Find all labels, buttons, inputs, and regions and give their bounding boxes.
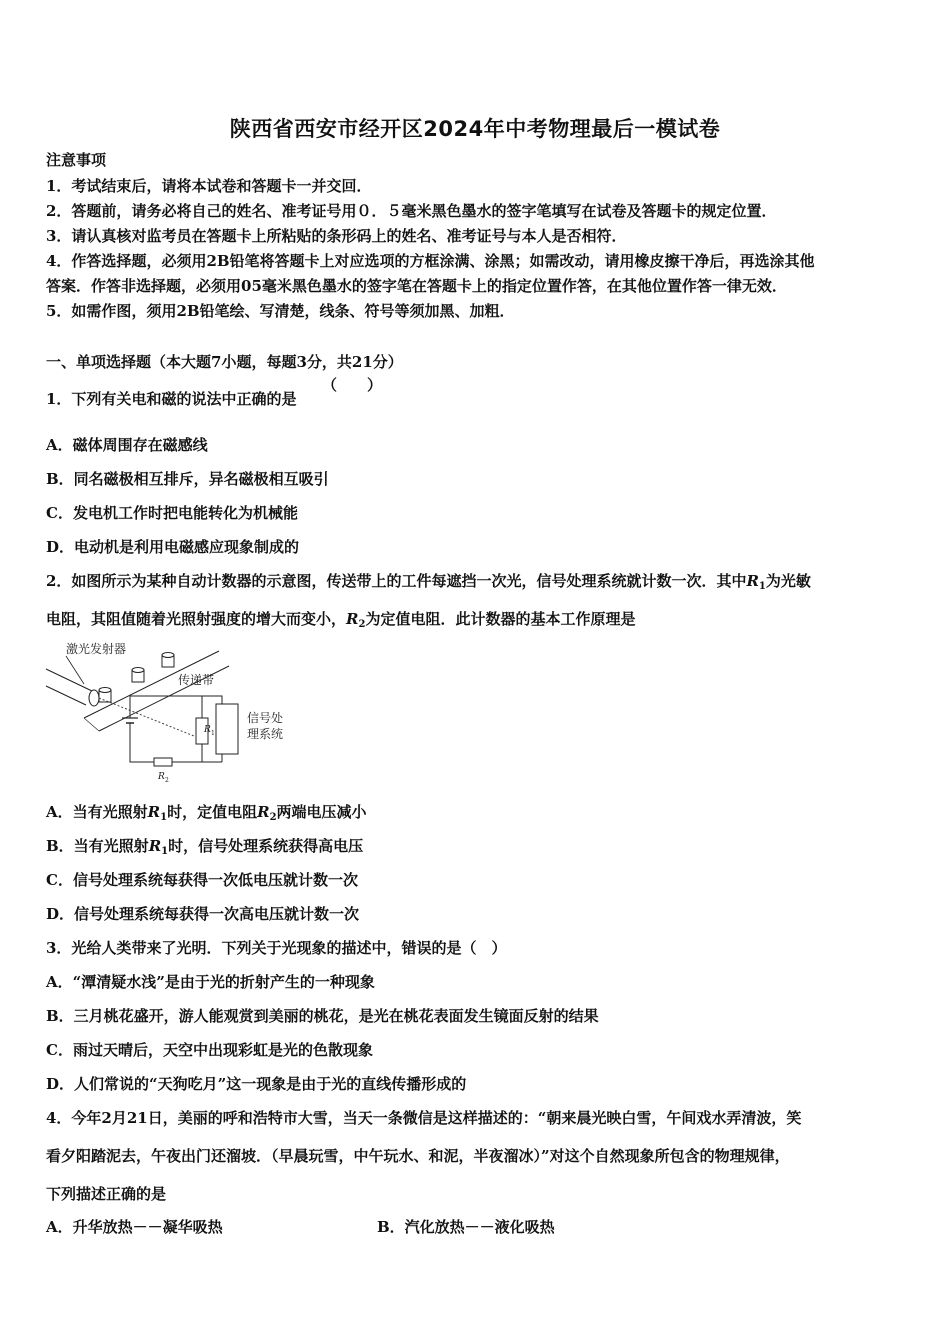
question-1-option-b: B．同名磁极相互排斥，异名磁极相互吸引 <box>46 470 329 488</box>
question-4-stem-line-1: 4．今年2月21日，美丽的呼和浩特市大雪，当天一条微信是这样描述的：“朝来晨光映白雪，午间戏水弄清波，笑 <box>46 1109 802 1127</box>
question-2-stem-line-1 <box>46 571 811 597</box>
question-4-option-a: A．升华放热－－凝华吸热 <box>46 1218 223 1236</box>
question-2-option-b <box>46 836 363 862</box>
notice-item: 1．考试结束后，请将本试卷和答题卡一并交回． <box>46 177 372 195</box>
question-3-option-a: A．“潭清疑水浅”是由于光的折射产生的一种现象 <box>46 973 375 991</box>
notice-heading: 注意事项 <box>46 151 107 169</box>
r2-subscript: 2 <box>165 777 169 784</box>
workpiece <box>99 688 111 703</box>
question-1-option-c: C．发电机工作时把电能转化为机械能 <box>46 504 298 522</box>
notice-item: 4．作答选择题，必须用2B铅笔将答题卡上对应选项的方框涂满、涂黑；如需改动，请用橡皮擦干净后，再选涂其他 <box>46 252 815 270</box>
r-symbol: R <box>346 610 359 628</box>
q2-text: 2．如图所示为某种自动计数器的示意图，传送带上的工件每遮挡一次光，信号处理系统就计数一次．其中 <box>46 572 747 590</box>
r-subscript: 1 <box>160 812 168 823</box>
workpiece <box>162 653 174 668</box>
system-label-line-2: 理系统 <box>247 727 284 741</box>
r-subscript: 2 <box>269 812 277 823</box>
r-symbol: R <box>746 572 759 590</box>
q2-option-text: 时，信号处理系统获得高电压 <box>168 837 364 855</box>
section-heading: 一、单项选择题（本大题7小题，每题3分，共21分） <box>46 353 403 371</box>
battery <box>122 718 138 731</box>
question-3-option-c: C．雨过天晴后，天空中出现彩虹是光的色散现象 <box>46 1041 373 1059</box>
page-title: 陕西省西安市经开区2024年中考物理最后一模试卷 <box>229 117 721 141</box>
question-4-option-b: B．汽化放热－－液化吸热 <box>377 1218 555 1236</box>
r2-label: R <box>158 772 165 782</box>
notice-item: 3．请认真核对监考员在答题卡上所粘贴的条形码上的姓名、准考证号与本人是否相符． <box>46 227 627 245</box>
r-subscript: 1 <box>758 581 766 592</box>
r-subscript: 2 <box>358 619 366 630</box>
question-1-option-a: A．磁体周围存在磁感线 <box>46 436 208 454</box>
r-symbol: R <box>148 837 162 855</box>
r2-resistor <box>154 758 172 766</box>
workpiece <box>132 668 144 683</box>
answer-paren: （ ） <box>322 376 383 394</box>
notice-item: 5．如需作图，须用2B铅笔绘、写清楚，线条、符号等须加黑、加粗． <box>46 302 515 320</box>
question-1-stem: 1．下列有关电和磁的说法中正确的是 <box>46 390 297 408</box>
q2-option-text: 两端电压减小 <box>276 803 367 821</box>
belt-label: 传递带 <box>178 673 215 687</box>
question-4-stem-line-2: 看夕阳踏泥去，午夜出门还溜坡．（早晨玩雪，中午玩水、和泥，半夜溜冰）”对这个自然现象所包含的物理规律， <box>46 1147 790 1165</box>
question-3-option-b: B．三月桃花盛开，游人能观赏到美丽的桃花，是光在桃花表面发生镜面反射的结果 <box>46 1007 599 1025</box>
r-symbol: R <box>257 803 270 821</box>
question-4-stem-line-3: 下列描述正确的是 <box>46 1185 167 1203</box>
counter-circuit-diagram <box>44 636 304 786</box>
q2-text: 电阻，其阻值随着光照射强度的增大而变小， <box>46 610 347 628</box>
q2-text: 为光敏 <box>765 572 811 590</box>
question-3-option-d: D．人们常说的“天狗吃月”这一现象是由于光的直线传播形成的 <box>46 1075 467 1093</box>
r1-subscript: 1 <box>211 730 215 737</box>
laser-emitter <box>46 656 99 706</box>
q2-text: 为定值电阻．此计数器的基本工作原理是 <box>365 610 636 628</box>
r-symbol: R <box>147 803 161 821</box>
laser-label: 激光发射器 <box>66 642 127 656</box>
notice-item: 答案．作答非选择题，必须用05毫米黑色墨水的签字笔在答题卡上的指定位置作答，在其他位置作答一律无效． <box>46 277 787 295</box>
question-1-option-d: D．电动机是利用电磁感应现象制成的 <box>46 538 300 556</box>
r-subscript: 1 <box>161 846 169 857</box>
question-3-stem: 3．光给人类带来了光明．下列关于光现象的描述中，错误的是（ ） <box>46 939 507 957</box>
question-2-option-d: D．信号处理系统每获得一次高电压就计数一次 <box>46 905 360 923</box>
q2-option-text: 时，定值电阻 <box>167 803 258 821</box>
q2-option-text: B．当有光照射 <box>46 837 149 855</box>
r1-label: R <box>204 725 211 735</box>
question-2-stem-line-2 <box>46 609 635 635</box>
signal-system-box <box>216 704 238 754</box>
question-2-option-c: C．信号处理系统每获得一次低电压就计数一次 <box>46 871 358 889</box>
notice-item: 2．答题前，请务必将自己的姓名、准考证号用０．５毫米黑色墨水的签字笔填写在试卷及答题卡的规定位置． <box>46 202 777 220</box>
system-label-line-1: 信号处 <box>247 711 284 725</box>
question-2-option-a <box>46 802 367 828</box>
q2-option-text: A．当有光照射 <box>46 803 148 821</box>
